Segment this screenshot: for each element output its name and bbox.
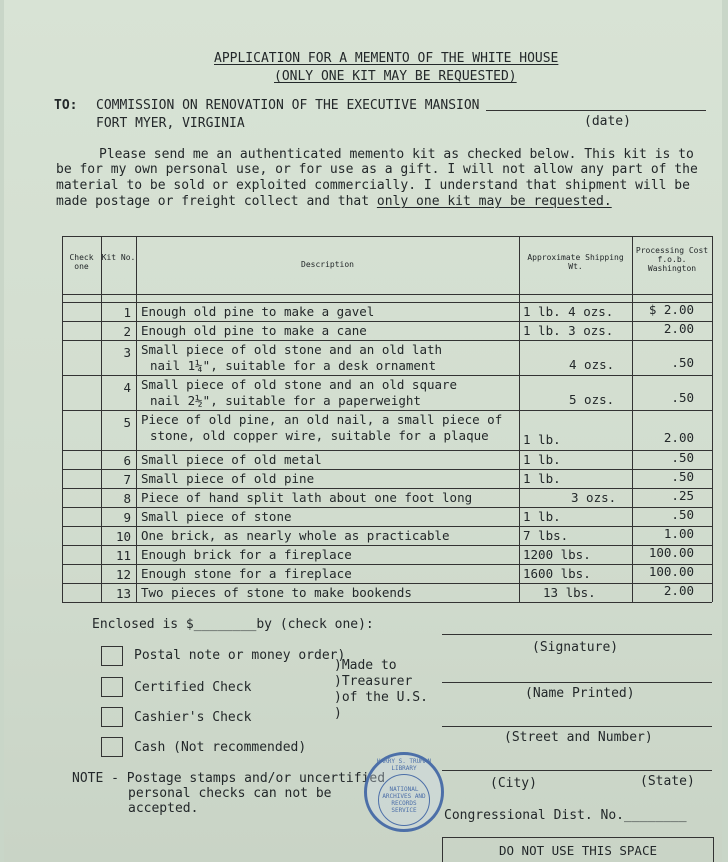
- kit-description: Piece of hand split lath about one foot long: [141, 490, 473, 505]
- kit-cost: 100.00: [648, 545, 694, 560]
- cashiers-check-label: Cashier's Check: [134, 710, 252, 725]
- kit-cost: .25: [671, 488, 694, 503]
- kit-number: 5: [123, 415, 131, 430]
- seal-outer-text: HARRY S. TRUMAN LIBRARY: [376, 758, 432, 772]
- kit-description: One brick, as nearly whole as practicable: [141, 528, 450, 543]
- intro-line-4: [56, 194, 612, 209]
- kit-cost: .50: [671, 355, 694, 370]
- kit-description: Small piece of old stone and an old lath: [141, 342, 443, 357]
- cashiers-check-checkbox[interactable]: [101, 707, 123, 727]
- kit-number: 7: [123, 472, 131, 487]
- kit-description: Enough stone for a fireplace: [141, 566, 352, 581]
- seal-inner-ring: [378, 774, 430, 826]
- kit-description: Two pieces of stone to make bookends: [141, 585, 412, 600]
- kit-description: Piece of old pine, an old nail, a small piece of: [141, 412, 503, 427]
- kit-check-cell[interactable]: [63, 470, 100, 487]
- kit-number: 9: [123, 510, 131, 525]
- kit-description: nail 1¼", suitable for a desk ornament: [150, 358, 436, 373]
- table-row-border: [62, 488, 712, 489]
- kit-cost: 2.00: [663, 583, 694, 598]
- kit-cost: 100.00: [648, 564, 694, 579]
- kit-weight: 1 lb.: [523, 452, 561, 467]
- kit-description: Small piece of old pine: [141, 471, 315, 486]
- address-line-2: FORT MYER, VIRGINIA: [96, 116, 245, 131]
- kit-number: 11: [115, 548, 131, 563]
- office-use-label: DO NOT USE THIS SPACE: [498, 843, 658, 858]
- made-to-line-1: )Made to: [334, 658, 397, 673]
- kit-number: 1: [123, 305, 131, 320]
- table-top-border: [62, 236, 712, 237]
- kit-check-cell[interactable]: [63, 489, 100, 506]
- kit-number: 3: [123, 345, 131, 360]
- postal-note-label: Postal note or money order): [134, 648, 346, 663]
- kit-weight: 5 ozs.: [569, 392, 615, 407]
- table-row-border: [62, 602, 712, 603]
- enclosed-line: Enclosed is $________by (check one):: [92, 617, 374, 632]
- table-row-border: [62, 564, 712, 565]
- name-label: (Name Printed): [525, 686, 635, 701]
- table-row-border: [62, 410, 712, 411]
- kit-cost: .50: [671, 450, 694, 465]
- kit-description: Enough old pine to make a gavel: [141, 304, 375, 319]
- office-use-box: [442, 837, 714, 862]
- kit-cost: $ 2.00: [648, 302, 694, 317]
- kit-weight: 1 lb. 4 ozs.: [523, 304, 614, 319]
- cash-label: Cash (Not recommended): [134, 740, 307, 755]
- kit-cost: 1.00: [663, 526, 694, 541]
- note-line-3: accepted.: [128, 801, 199, 816]
- note-line-2: personal checks can not be: [128, 786, 332, 801]
- made-to-line-3: )of the U.S.: [334, 690, 428, 705]
- kit-cost: 2.00: [663, 430, 694, 445]
- kit-number: 2: [123, 324, 131, 339]
- kit-weight: 1 lb.: [523, 509, 561, 524]
- form-title: APPLICATION FOR A MEMENTO OF THE WHITE HOUSE: [214, 51, 559, 66]
- made-to-line-2: )Treasurer: [334, 674, 413, 689]
- made-to-line-4: ): [334, 706, 342, 721]
- seal-inner-text: NATIONAL ARCHIVES AND RECORDS SERVICE: [382, 786, 426, 814]
- kit-number: 10: [115, 529, 131, 544]
- header-check: Check one: [69, 253, 94, 271]
- kit-weight: 1 lb.: [523, 432, 561, 447]
- table-row-border: [62, 375, 712, 376]
- street-line[interactable]: [442, 726, 712, 727]
- table-row-border: [62, 545, 712, 546]
- kit-check-cell[interactable]: [63, 584, 100, 601]
- kit-check-cell[interactable]: [63, 527, 100, 544]
- to-label: TO:: [54, 98, 78, 113]
- kit-description: Enough brick for a fireplace: [141, 547, 352, 562]
- kit-check-cell[interactable]: [63, 376, 100, 409]
- kit-cost: .50: [671, 390, 694, 405]
- table-row-border: [62, 507, 712, 508]
- signature-label: (Signature): [532, 640, 619, 655]
- postal-note-checkbox[interactable]: [101, 646, 123, 666]
- certified-check-label: Certified Check: [134, 680, 252, 695]
- kit-description: Small piece of stone: [141, 509, 292, 524]
- kit-check-cell[interactable]: [63, 411, 100, 449]
- date-line: [486, 110, 706, 111]
- kit-check-cell[interactable]: [63, 565, 100, 582]
- intro-line-3: material to be sold or exploited commercially. I understand that shipment will be: [56, 178, 690, 193]
- application-form: [4, 0, 722, 862]
- signature-line[interactable]: [442, 634, 712, 635]
- table-row-border: [62, 340, 712, 341]
- street-label: (Street and Number): [504, 730, 653, 745]
- kit-number: 6: [123, 453, 131, 468]
- table-row-border: [62, 469, 712, 470]
- kit-description: nail 2½", suitable for a paperweight: [150, 393, 421, 408]
- kit-check-cell[interactable]: [63, 303, 100, 320]
- kit-weight: 7 lbs.: [523, 528, 569, 543]
- table-row-border: [62, 583, 712, 584]
- kit-weight: 1600 lbs.: [523, 566, 591, 581]
- name-line[interactable]: [442, 682, 712, 683]
- kit-weight: 1 lb.: [523, 471, 561, 486]
- truman-library-seal: [364, 752, 444, 832]
- city-state-line[interactable]: [442, 770, 712, 771]
- table-header-border: [62, 294, 712, 295]
- header-processing-cost: Processing Cost f.o.b. Washington: [635, 246, 709, 273]
- kit-number: 12: [115, 567, 131, 582]
- one-kit-emphasis: only one kit may be requested.: [376, 194, 612, 209]
- kit-weight: 3 ozs.: [571, 490, 617, 505]
- kit-weight: 1200 lbs.: [523, 547, 591, 562]
- intro-line-4-text: made postage or freight collect and that: [56, 194, 377, 209]
- kit-number: 13: [115, 586, 131, 601]
- table-column-border: [136, 236, 137, 602]
- kit-cost: .50: [671, 469, 694, 484]
- form-subtitle: (ONLY ONE KIT MAY BE REQUESTED): [274, 69, 517, 84]
- kit-check-cell[interactable]: [63, 341, 100, 374]
- kit-description: Enough old pine to make a cane: [141, 323, 367, 338]
- city-label: (City): [490, 776, 537, 791]
- kit-cost: 2.00: [663, 321, 694, 336]
- table-row-border: [62, 321, 712, 322]
- kit-weight: 1 lb. 3 ozs.: [523, 323, 614, 338]
- table-column-border: [519, 236, 520, 602]
- kit-description: stone, old copper wire, suitable for a plaque: [150, 428, 489, 443]
- header-description: Description: [301, 260, 354, 269]
- intro-line-2: be for my own personal use, or for use as a gift. I will not allow any part of the: [56, 162, 698, 177]
- table-row-border: [62, 450, 712, 451]
- kit-check-cell[interactable]: [63, 451, 100, 468]
- kit-number: 4: [123, 380, 131, 395]
- kit-description: Small piece of old stone and an old square: [141, 377, 458, 392]
- cash-checkbox[interactable]: [101, 737, 123, 757]
- kit-weight: 4 ozs.: [569, 357, 615, 372]
- state-label: (State): [640, 774, 695, 789]
- district-line: Congressional Dist. No.________: [444, 808, 687, 823]
- header-shipping-weight: Approximate Shipping Wt.: [527, 253, 624, 271]
- kit-check-cell[interactable]: [63, 546, 100, 563]
- certified-check-checkbox[interactable]: [101, 677, 123, 697]
- address-line-1: COMMISSION ON RENOVATION OF THE EXECUTIVE MANSION: [96, 98, 480, 113]
- date-label: (date): [584, 114, 631, 129]
- header-kit-no: Kit No.: [101, 253, 136, 262]
- intro-line-1: Please send me an authenticated memento kit as checked below. This kit is to: [99, 147, 694, 162]
- kit-cost: .50: [671, 507, 694, 522]
- kit-number: 8: [123, 491, 131, 506]
- table-row-border: [62, 526, 712, 527]
- kit-check-cell[interactable]: [63, 322, 100, 339]
- kit-check-cell[interactable]: [63, 508, 100, 525]
- kit-description: Small piece of old metal: [141, 452, 322, 467]
- kit-weight: 13 lbs.: [543, 585, 596, 600]
- note-line-1: NOTE - Postage stamps and/or uncertified: [72, 771, 386, 786]
- table-column-border: [712, 236, 713, 602]
- table-row-border: [62, 302, 712, 303]
